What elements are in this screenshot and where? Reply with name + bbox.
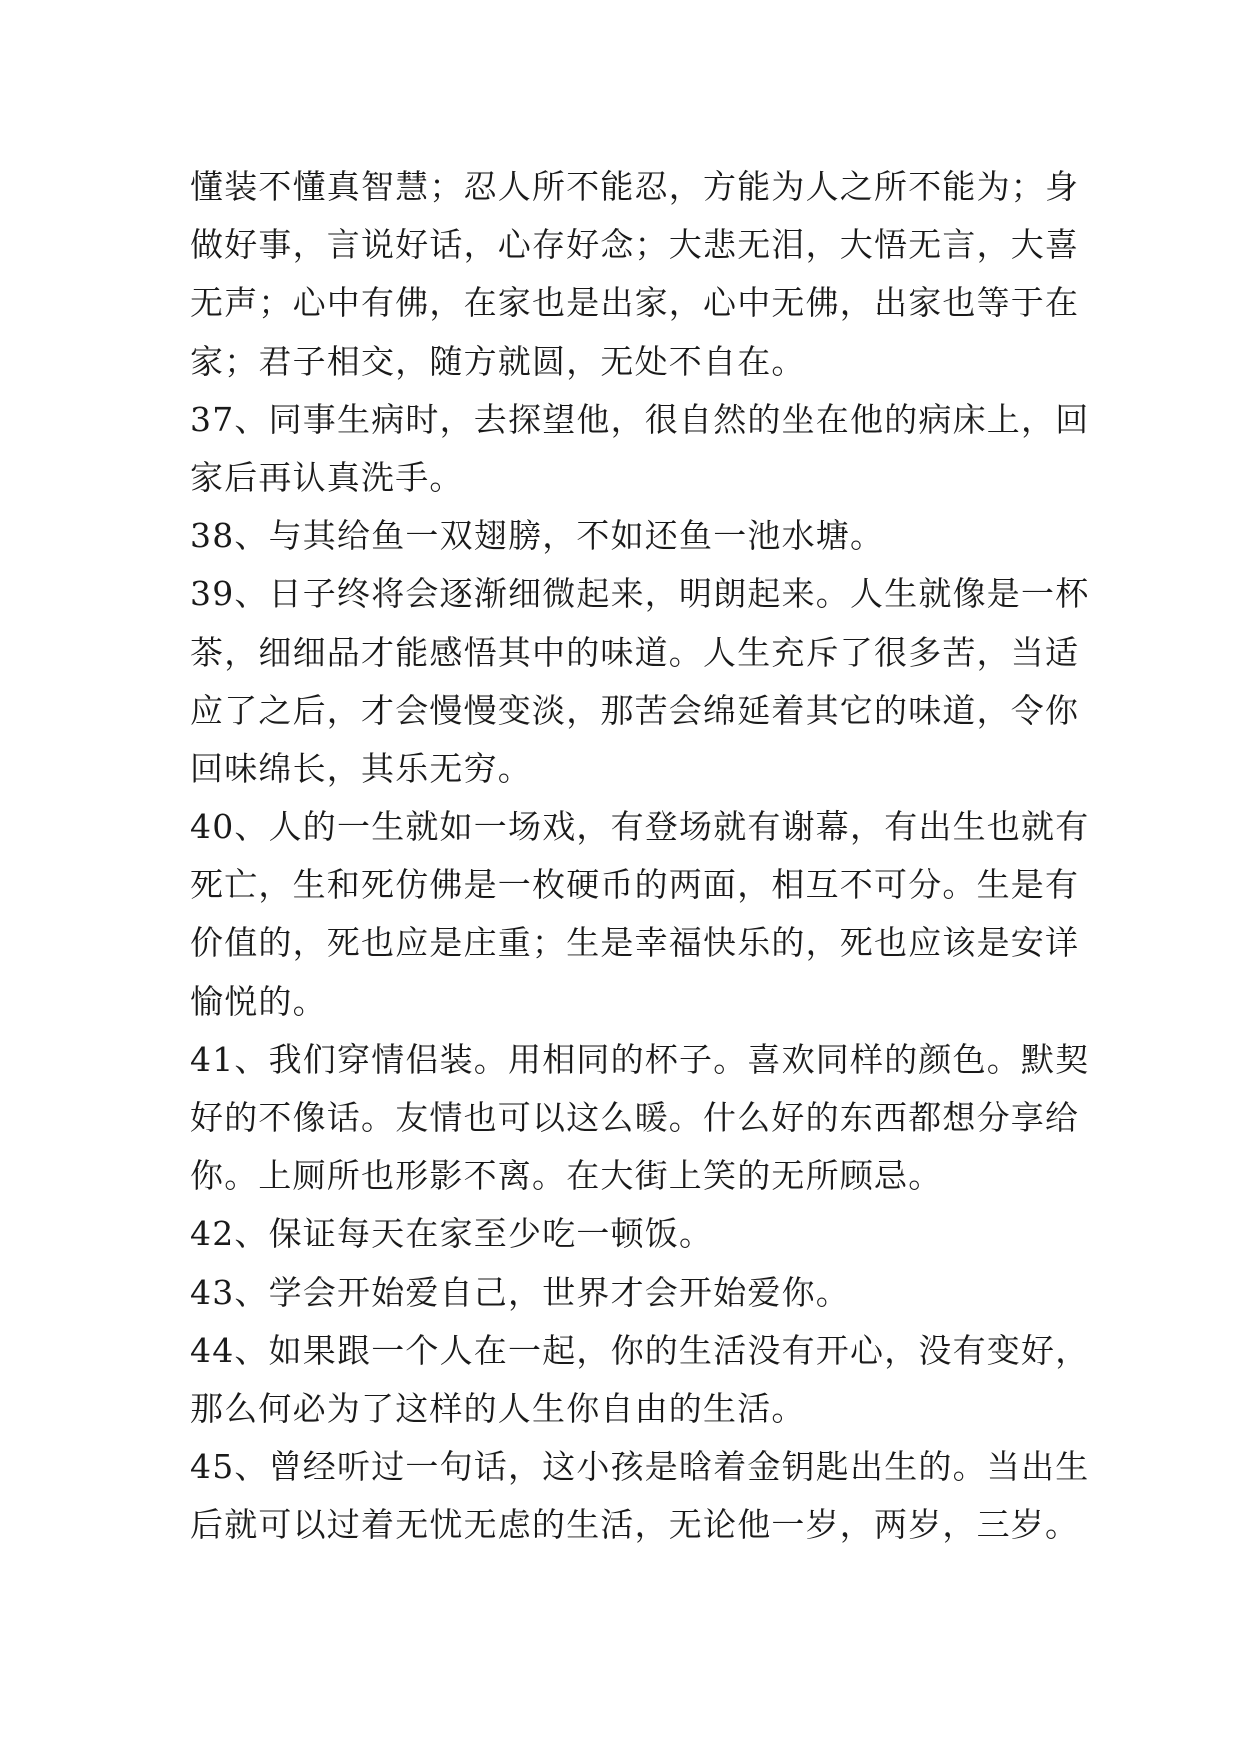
text-line: 茶，细细品才能感悟其中的味道。人生充斥了很多苦，当适 bbox=[190, 632, 1080, 672]
text-line: 43、学会开始爱自己，世界才会开始爱你。 bbox=[190, 1272, 850, 1312]
text-line: 好的不像话。友情也可以这么暖。什么好的东西都想分享给 bbox=[190, 1098, 1080, 1137]
text-line: 应了之后，才会慢慢变淡，那苦会绵延着其它的味道，令你 bbox=[190, 690, 1080, 730]
text-line: 死亡，生和死仿佛是一枚硬币的两面，相互不可分。生是有 bbox=[190, 865, 1080, 905]
text-line: 44、如果跟一个人在一起，你的生活没有开心，没有变好， bbox=[190, 1330, 1090, 1370]
text-line: 家后再认真洗手。 bbox=[190, 457, 464, 497]
text-line: 45、曾经听过一句话，这小孩是晗着金钥匙出生的。当出生 bbox=[190, 1447, 1090, 1487]
text-line: 42、保证每天在家至少吃一顿饭。 bbox=[190, 1214, 714, 1254]
text-line: 39、日子终将会逐渐细微起来，明朗起来。人生就像是一杯 bbox=[190, 574, 1090, 614]
text-line: 41、我们穿情侣装。用相同的杯子。喜欢同样的颜色。默契 bbox=[190, 1039, 1090, 1079]
text-line: 家；君子相交，随方就圆，无处不自在。 bbox=[190, 341, 806, 381]
document-page bbox=[190, 158, 1090, 1555]
text-line: 40、人的一生就如一场戏，有登场就有谢幕，有出生也就有 bbox=[190, 807, 1090, 847]
text-line: 懂装不懂真智慧；忍人所不能忍，方能为人之所不能为；身 bbox=[190, 167, 1080, 206]
text-line: 你。上厕所也形影不离。在大街上笑的无所顾忌。 bbox=[190, 1156, 943, 1196]
text-line: 做好事，言说好话，心存好念；大悲无泪，大悟无言，大喜 bbox=[190, 225, 1080, 265]
text-line: 回味绵长，其乐无穷。 bbox=[190, 748, 532, 788]
text-line: 无声；心中有佛，在家也是出家，心中无佛，出家也等于在 bbox=[190, 283, 1080, 323]
text-line: 愉悦的。 bbox=[190, 981, 327, 1021]
text-line: 38、与其给鱼一双翅膀，不如还鱼一池水塘。 bbox=[190, 516, 885, 556]
text-line: 那么何必为了这样的人生你自由的生活。 bbox=[190, 1388, 806, 1428]
text-line: 价值的，死也应是庄重；生是幸福快乐的，死也应该是安详 bbox=[190, 923, 1080, 963]
text-line: 37、同事生病时，去探望他，很自然的坐在他的病床上，回 bbox=[190, 399, 1090, 439]
text-line: 后就可以过着无忧无虑的生活，无论他一岁，两岁，三岁。 bbox=[190, 1505, 1080, 1545]
